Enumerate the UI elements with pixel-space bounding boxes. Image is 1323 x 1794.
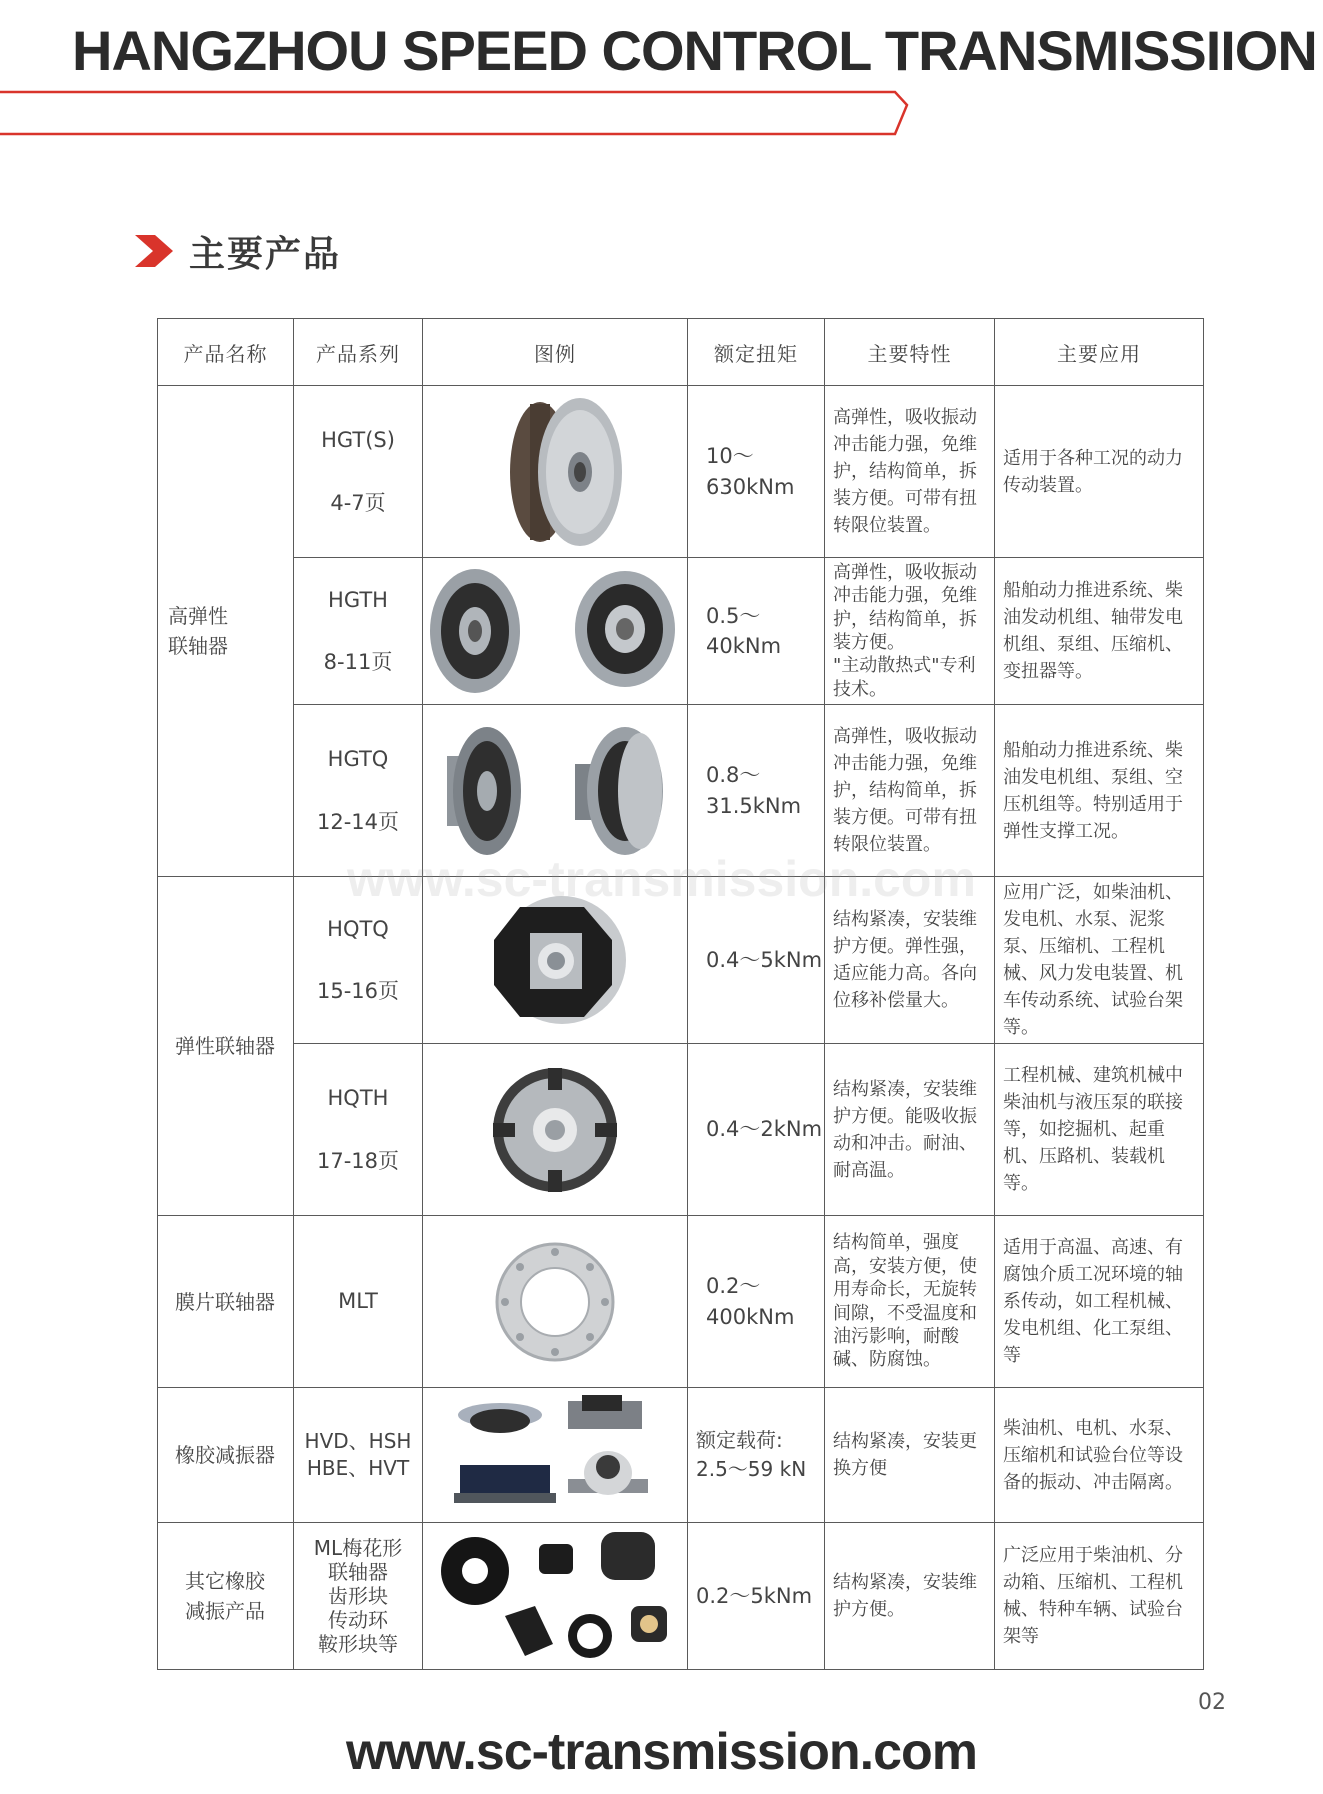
- table-row: [158, 386, 1204, 558]
- series-cell: [294, 705, 423, 877]
- main-feature: 结构简单，强度高，安装方便，使用寿命长，无旋转间隙，不受温度和油污影响，耐酸碱、防腐蚀。: [825, 1216, 995, 1388]
- main-application: 应用广泛，如柴油机、发电机、水泵、泥浆泵、压缩机、工程机械、风力发电装置、机车传动系统、试验台架等。: [995, 877, 1204, 1044]
- column-header: 图例: [423, 319, 688, 386]
- product-image-mlt: [423, 1216, 688, 1388]
- product-image-hgts: [423, 386, 688, 558]
- rated-torque: 0.5～ 40kNm: [688, 558, 825, 705]
- table-header-row: [158, 319, 1204, 386]
- product-image-rubber-dampers: [423, 1388, 688, 1523]
- column-header: 产品系列: [294, 319, 423, 386]
- product-image-hgtq: [423, 705, 688, 877]
- series-cell: [294, 558, 423, 705]
- main-feature: 高弹性，吸收振动冲击能力强，免维护，结构简单，拆装方便。可带有扭转限位装置。: [825, 705, 995, 877]
- series-page: 12-14页: [316, 809, 400, 834]
- series-cell: [294, 1044, 423, 1216]
- main-application: 适用于高温、高速、有腐蚀介质工况环境的轴系传动，如工程机械、发电机组、化工泵组、等: [995, 1216, 1204, 1388]
- table-row: [158, 1216, 1204, 1388]
- series-code: ML梅花形 联轴器 齿形块 传动环 鞍形块等: [294, 1523, 423, 1670]
- main-application: 广泛应用于柴油机、分动箱、压缩机、工程机械、特种车辆、试验台架等: [995, 1523, 1204, 1670]
- rated-torque: 0.2～ 400kNm: [688, 1216, 825, 1388]
- product-group-name: 高弹性 联轴器: [158, 386, 294, 877]
- main-feature: 结构紧凑，安装维护方便。: [825, 1523, 995, 1670]
- series-cell: [294, 877, 423, 1044]
- product-image-hqtq: [423, 877, 688, 1044]
- product-image-rubber-parts: [423, 1523, 688, 1670]
- section-title: 主要产品: [189, 233, 342, 275]
- rated-torque: 10～ 630kNm: [688, 386, 825, 558]
- product-group-name: 弹性联轴器: [158, 877, 294, 1216]
- column-header: 产品名称: [158, 319, 294, 386]
- table-row: [158, 1388, 1204, 1523]
- main-feature: 结构紧凑，安装维护方便。能吸收振动和冲击。耐油、耐高温。: [825, 1044, 995, 1216]
- rated-torque: 0.4～5kNm: [688, 877, 825, 1044]
- series-code: HQTH: [327, 1086, 389, 1111]
- series-code: HQTQ: [327, 916, 389, 941]
- product-table: [157, 318, 1204, 1670]
- main-feature: 高弹性，吸收振动冲击能力强，免维护，结构简单，拆装方便。 "主动散热式"专利技术。: [825, 558, 995, 705]
- main-application: 工程机械、建筑机械中柴油机与液压泵的联接等，如挖掘机、起重机、压路机、装载机等。: [995, 1044, 1204, 1216]
- main-application: 船舶动力推进系统、柴油发动机组、轴带发电机组、泵组、压缩机、变扭器等。: [995, 558, 1204, 705]
- section-heading: [133, 226, 341, 276]
- series-page: 4-7页: [330, 490, 386, 515]
- column-header: 主要特性: [825, 319, 995, 386]
- series-cell: [294, 386, 423, 558]
- series-code: HGTH: [328, 587, 388, 612]
- chevron-right-icon: [133, 233, 175, 269]
- rated-load: 额定载荷: 2.5～59 kN: [688, 1388, 825, 1523]
- series-page: 15-16页: [316, 979, 400, 1003]
- series-page: 8-11页: [323, 650, 393, 674]
- product-image-hgth: [423, 558, 688, 705]
- product-group-name: 膜片联轴器: [158, 1216, 294, 1388]
- table-row: [158, 877, 1204, 1044]
- series-page: 17-18页: [316, 1148, 400, 1173]
- main-feature: 高弹性，吸收振动冲击能力强，免维护，结构简单，拆装方便。可带有扭转限位装置。: [825, 386, 995, 558]
- footer-url: www.sc-transmission.com: [345, 1723, 978, 1781]
- main-application: 适用于各种工况的动力传动装置。: [995, 386, 1204, 558]
- table-row: [158, 705, 1204, 877]
- main-feature: 结构紧凑，安装维护方便。弹性强，适应能力高。各向位移补偿量大。: [825, 877, 995, 1044]
- product-group-name: 其它橡胶 减振产品: [158, 1523, 294, 1670]
- product-group-name: 橡胶减振器: [158, 1388, 294, 1523]
- main-application: 柴油机、电机、水泵、压缩机和试验台位等设备的振动、冲击隔离。: [995, 1388, 1204, 1523]
- rated-torque: 0.8～ 31.5kNm: [688, 705, 825, 877]
- title-rule: [0, 80, 910, 140]
- main-feature: 结构紧凑，安装更换方便: [825, 1388, 995, 1523]
- page-title: HANGZHOU SPEED CONTROL TRANSMISSIION: [72, 19, 1317, 82]
- rated-torque: 0.2～5kNm: [688, 1523, 825, 1670]
- series-code: HVD、HSH HBE、HVT: [294, 1388, 423, 1523]
- column-header: 主要应用: [995, 319, 1204, 386]
- rated-torque: 0.4～2kNm: [688, 1044, 825, 1216]
- table-row: [158, 1044, 1204, 1216]
- main-application: 船舶动力推进系统、柴油发电机组、泵组、空压机组等。特别适用于弹性支撑工况。: [995, 705, 1204, 877]
- product-image-hqth: [423, 1044, 688, 1216]
- table-row: [158, 1523, 1204, 1670]
- series-code: MLT: [294, 1216, 423, 1388]
- column-header: 额定扭矩: [688, 319, 825, 386]
- page-number: 02: [1198, 1690, 1226, 1715]
- table-row: [158, 558, 1204, 705]
- watermark: www.sc-transmission.com: [347, 851, 976, 907]
- series-code: HGT(S): [321, 428, 395, 453]
- series-code: HGTQ: [327, 747, 389, 772]
